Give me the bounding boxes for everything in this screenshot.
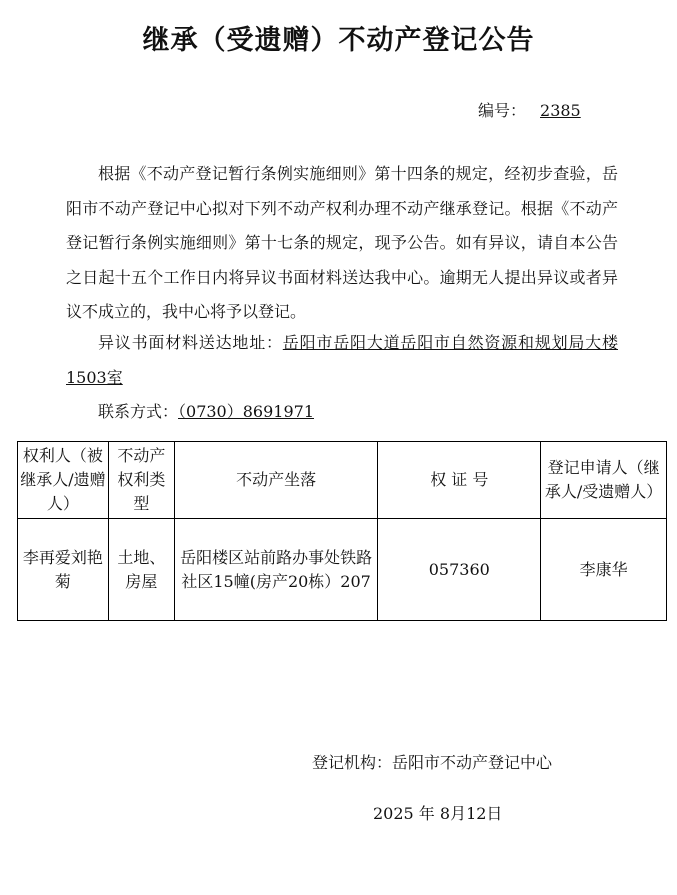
notice-body-paragraph: 根据《不动产登记暂行条例实施细则》第十四条的规定，经初步查验，岳阳市不动产登记中心拟对下列不动产权利办理不动产继承登记。根据《不动产登记暂行条例实施细则》第十七条的规定，现予公告。如有异议，请自本公告之日起十五个工作日内将异议书面材料送达我中心。逾期无人提出异议或者异议不成立的，我中心将予以登记。 xyxy=(66,164,618,321)
cell-certificate-no: 057360 xyxy=(378,519,541,621)
document-number xyxy=(478,98,581,121)
cell-right-type: 土地、房屋 xyxy=(108,519,174,621)
contact-value: （0730）8691971 xyxy=(178,402,314,421)
table-header-row xyxy=(18,442,667,519)
cell-location: 岳阳楼区站前路办事处铁路社区15幢(房产20栋）207 xyxy=(174,519,378,621)
contact-info xyxy=(66,395,618,430)
notice-date: 2025 年 8月12日 xyxy=(373,804,503,823)
objection-address xyxy=(66,326,618,395)
header-right-holder: 权利人（被继承人/遗赠人） xyxy=(18,442,109,519)
objection-address-value: 岳阳市岳阳大道岳阳市自然资源和规划局大楼1503室 xyxy=(66,333,618,387)
table-row xyxy=(18,519,667,621)
header-location: 不动产坐落 xyxy=(174,442,378,519)
authority-label: 登记机构： xyxy=(312,753,393,772)
cell-applicant: 李康华 xyxy=(541,519,667,621)
header-right-type: 不动产权利类型 xyxy=(108,442,174,519)
objection-address-label: 异议书面材料送达地址： xyxy=(98,333,283,352)
cell-right-holder: 李再爱刘艳菊 xyxy=(18,519,109,621)
document-number-value: 2385 xyxy=(540,101,581,120)
header-applicant: 登记申请人（继承人/受遗赠人） xyxy=(541,442,667,519)
registration-authority xyxy=(312,750,552,773)
registration-table xyxy=(17,441,667,621)
contact-label: 联系方式： xyxy=(98,402,179,421)
authority-name: 岳阳市不动产登记中心 xyxy=(392,753,553,772)
notice-title: 继承（受遗赠）不动产登记公告 xyxy=(142,25,535,56)
document-number-label: 编号： xyxy=(478,101,527,120)
header-certificate-no: 权 证 号 xyxy=(378,442,541,519)
